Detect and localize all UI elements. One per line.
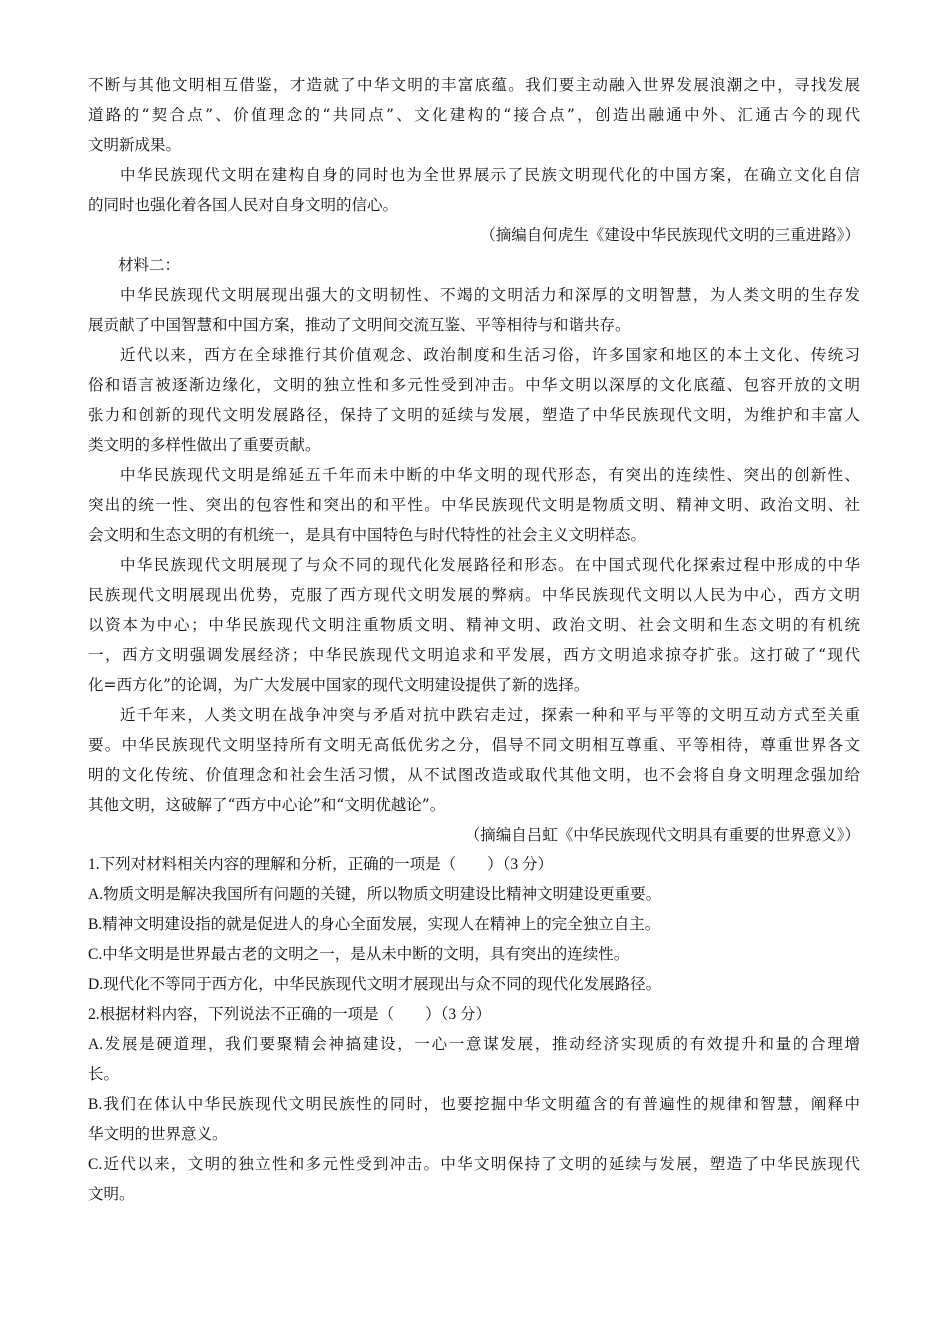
text-line: 不断与其他文明相互借鉴，才造就了中华文明的丰富底蕴。我们要主动融入世界发展浪潮之中，寻找发展 (88, 76, 860, 94)
text-line: 中华民族现代文明展现出强大的文明韧性、不竭的文明活力和深厚的文明智慧，为人类文明的生存发 (120, 286, 860, 304)
text-line: 中华民族现代文明是绵延五千年而未中断的中华文明的现代形态，有突出的连续性、突出的创新性、 (120, 466, 860, 484)
exam-page (88, 70, 860, 1210)
material-two-label: 材料二： (118, 256, 181, 274)
text-line: 以资本为中心；中华民族现代文明注重物质文明、精神文明、政治文明、社会文明和生态文明的有机统 (88, 616, 860, 634)
text-line: 中华民族现代文明展现了与众不同的现代化发展路径和形态。在中国式现代化探索过程中形成的中华 (120, 556, 860, 574)
material-two-source: （摘编自吕虹《中华民族现代文明具有重要的世界意义》） (464, 826, 860, 844)
text-line: 化=西方化”的论调，为广大发展中国家的现代文明建设提供了新的选择。 (88, 676, 590, 694)
question-1-option-c: C.中华文明是世界最古老的文明之一，是从未中断的文明，具有突出的连续性。 (88, 946, 630, 963)
question-2-option-a (88, 1030, 860, 1090)
text-line: A.发展是硬道理，我们要聚精会神搞建设，一心一意谋发展，推动经济实现质的有效提升和量的合理增 (88, 1036, 860, 1053)
text-line: 华文明的世界意义。 (88, 1126, 228, 1143)
material-one-paragraph-1 (88, 70, 860, 160)
question-1 (88, 850, 860, 1000)
text-line: 长。 (88, 1066, 120, 1083)
material-two-paragraph-5 (88, 700, 860, 820)
question-2-stem: 2.根据材料内容，下列说法不正确的一项是（ ）（3 分） (88, 1006, 492, 1023)
material-one-paragraph-2 (88, 160, 860, 220)
material-one-source: （摘编自何虎生《建设中华民族现代文明的三重进路》） (480, 226, 860, 244)
text-line: 其他文明，这破解了“西方中心论”和“文明优越论”。 (88, 796, 446, 814)
question-2-option-b (88, 1090, 860, 1150)
text-line: 类文明的多样性做出了重要贡献。 (88, 436, 321, 454)
question-1-option-a: A.物质文明是解决我国所有问题的关键，所以物质文明建设比精神文明建设更重要。 (88, 886, 662, 903)
text-line: 民族现代文明展现出优势，克服了西方现代文明发展的弊病。中华民族现代文明以人民为中心，西方文明 (88, 586, 860, 604)
material-two-paragraph-4 (88, 550, 860, 700)
question-1-stem: 1.下列对材料相关内容的理解和分析，正确的一项是（ ）（3 分） (88, 856, 554, 873)
text-line: 道路的“契合点”、价值理念的“共同点”、文化建构的“接合点”，创造出融通中外、汇通古今的现代 (88, 106, 860, 124)
material-two-paragraph-3 (88, 460, 860, 550)
question-1-option-d: D.现代化不等同于西方化，中华民族现代文明才展现出与众不同的现代化发展路径。 (88, 976, 662, 993)
text-line: 近代以来，西方在全球推行其价值观念、政治制度和生活习俗，许多国家和地区的本土文化、传统习 (120, 346, 860, 364)
text-line: 近千年来，人类文明在战争冲突与矛盾对抗中跌宕走过，探索一种和平与平等的文明互动方式至关重 (120, 706, 860, 724)
text-line: 突出的统一性、突出的包容性和突出的和平性。中华民族现代文明是物质文明、精神文明、政治文明、社 (88, 496, 860, 514)
text-line: 明的文化传统、价值理念和社会生活习惯，从不试图改造或取代其他文明，也不会将自身文明理念强加给 (88, 766, 860, 784)
text-line: C.近代以来，文明的独立性和多元性受到冲击。中华文明保持了文明的延续与发展，塑造了中华民族现代 (88, 1156, 860, 1173)
text-line: 要。中华民族现代文明坚持所有文明无高低优劣之分，倡导不同文明相互尊重、平等相待，尊重世界各文 (88, 736, 860, 754)
text-line: 中华民族现代文明在建构自身的同时也为全世界展示了民族文明现代化的中国方案，在确立文化自信 (120, 166, 860, 184)
text-line: 文明新成果。 (88, 136, 182, 154)
text-line: 展贡献了中国智慧和中国方案，推动了文明间交流互鉴、平等相待与和谐共存。 (88, 316, 631, 334)
text-line: 的同时也强化着各国人民对自身文明的信心。 (88, 196, 399, 214)
text-line: 俗和语言被逐渐边缘化，文明的独立性和多元性受到冲击。中华文明以深厚的文化底蕴、包容开放的文明 (88, 376, 860, 394)
text-line: 文明。 (88, 1186, 135, 1203)
question-2 (88, 1000, 860, 1210)
material-two-paragraph-1 (88, 280, 860, 340)
text-line: 一，西方文明强调发展经济；中华民族现代文明追求和平发展，西方文明追求掠夺扩张。这打破了“现代 (88, 646, 860, 664)
text-line: 张力和创新的现代文明发展路径，保持了文明的延续与发展，塑造了中华民族现代文明，为维护和丰富人 (88, 406, 860, 424)
text-line: 会文明和生态文明的有机统一，是具有中国特色与时代特性的社会主义文明样态。 (88, 526, 647, 544)
question-2-option-c (88, 1150, 860, 1210)
material-two-paragraph-2 (88, 340, 860, 460)
text-line: B.我们在体认中华民族现代文明民族性的同时，也要挖掘中华文明蕴含的有普遍性的规律和智慧，阐释中 (88, 1096, 860, 1113)
question-1-option-b: B.精神文明建设指的就是促进人的身心全面发展，实现人在精神上的完全独立自主。 (88, 916, 661, 933)
